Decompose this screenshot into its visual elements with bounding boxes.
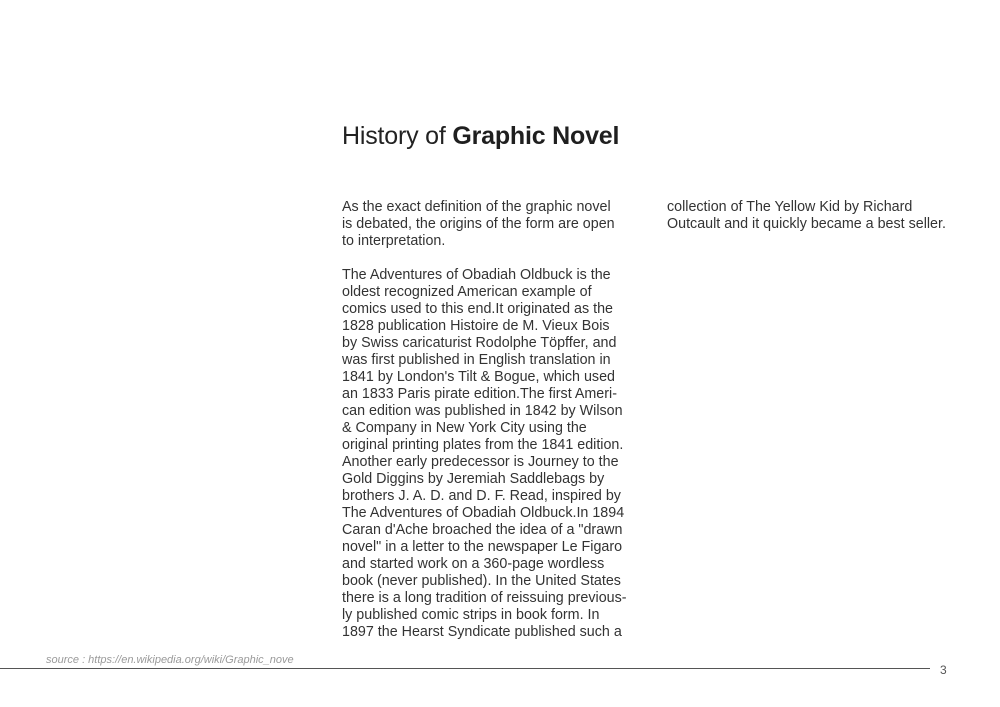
- text-line: 1897 the Hearst Syndicate published such a: [342, 624, 622, 640]
- footer-divider: [0, 668, 930, 669]
- text-line: novel" in a letter to the newspaper Le Figaro: [342, 539, 623, 555]
- text-line: Caran d'Ache broached the idea of a "drawn: [342, 522, 623, 538]
- paragraph-intro: [342, 199, 642, 250]
- source-citation: source : https://en.wikipedia.org/wiki/Graphic_nove: [46, 654, 294, 666]
- title-light-text: History of: [342, 122, 446, 150]
- text-column-left: [342, 199, 642, 641]
- text-line: As the exact definition of the graphic novel: [342, 199, 611, 215]
- text-line: collection of The Yellow Kid by Richard: [667, 199, 913, 215]
- paragraph-gap: [342, 250, 642, 267]
- text-line: and started work on a 360-page wordless: [342, 556, 605, 572]
- text-line: to interpretation.: [342, 233, 446, 249]
- text-line: an 1833 Paris pirate edition.The first Ameri-: [342, 386, 617, 402]
- text-line: Another early predecessor is Journey to the: [342, 454, 619, 470]
- text-line: Gold Diggins by Jeremiah Saddlebags by: [342, 471, 605, 487]
- text-line: book (never published). In the United States: [342, 573, 621, 589]
- text-line: is debated, the origins of the form are open: [342, 216, 615, 232]
- text-column-right: [667, 199, 967, 233]
- text-line: & Company in New York City using the: [342, 420, 587, 436]
- text-line: comics used to this end.It originated as the: [342, 301, 613, 317]
- text-line: 1841 by London's Tilt & Bogue, which used: [342, 369, 615, 385]
- text-line: oldest recognized American example of: [342, 284, 592, 300]
- text-line: by Swiss caricaturist Rodolphe Töpffer, and: [342, 335, 617, 351]
- text-line: brothers J. A. D. and D. F. Read, inspired by: [342, 488, 621, 504]
- paragraph-history: [342, 267, 642, 641]
- text-line: was first published in English translation in: [342, 352, 611, 368]
- text-line: there is a long tradition of reissuing previous-: [342, 590, 627, 606]
- text-line: 1828 publication Histoire de M. Vieux Bois: [342, 318, 610, 334]
- text-line: The Adventures of Obadiah Oldbuck is the: [342, 267, 611, 283]
- text-line: Outcault and it quickly became a best seller.: [667, 216, 946, 232]
- title-bold-text: Graphic Novel: [452, 122, 620, 150]
- page-number: 3: [940, 663, 947, 677]
- text-line: can edition was published in 1842 by Wilson: [342, 403, 623, 419]
- page-title: [342, 122, 619, 151]
- text-line: original printing plates from the 1841 edition.: [342, 437, 624, 453]
- text-line: ly published comic strips in book form. In: [342, 607, 600, 623]
- text-line: The Adventures of Obadiah Oldbuck.In 1894: [342, 505, 625, 521]
